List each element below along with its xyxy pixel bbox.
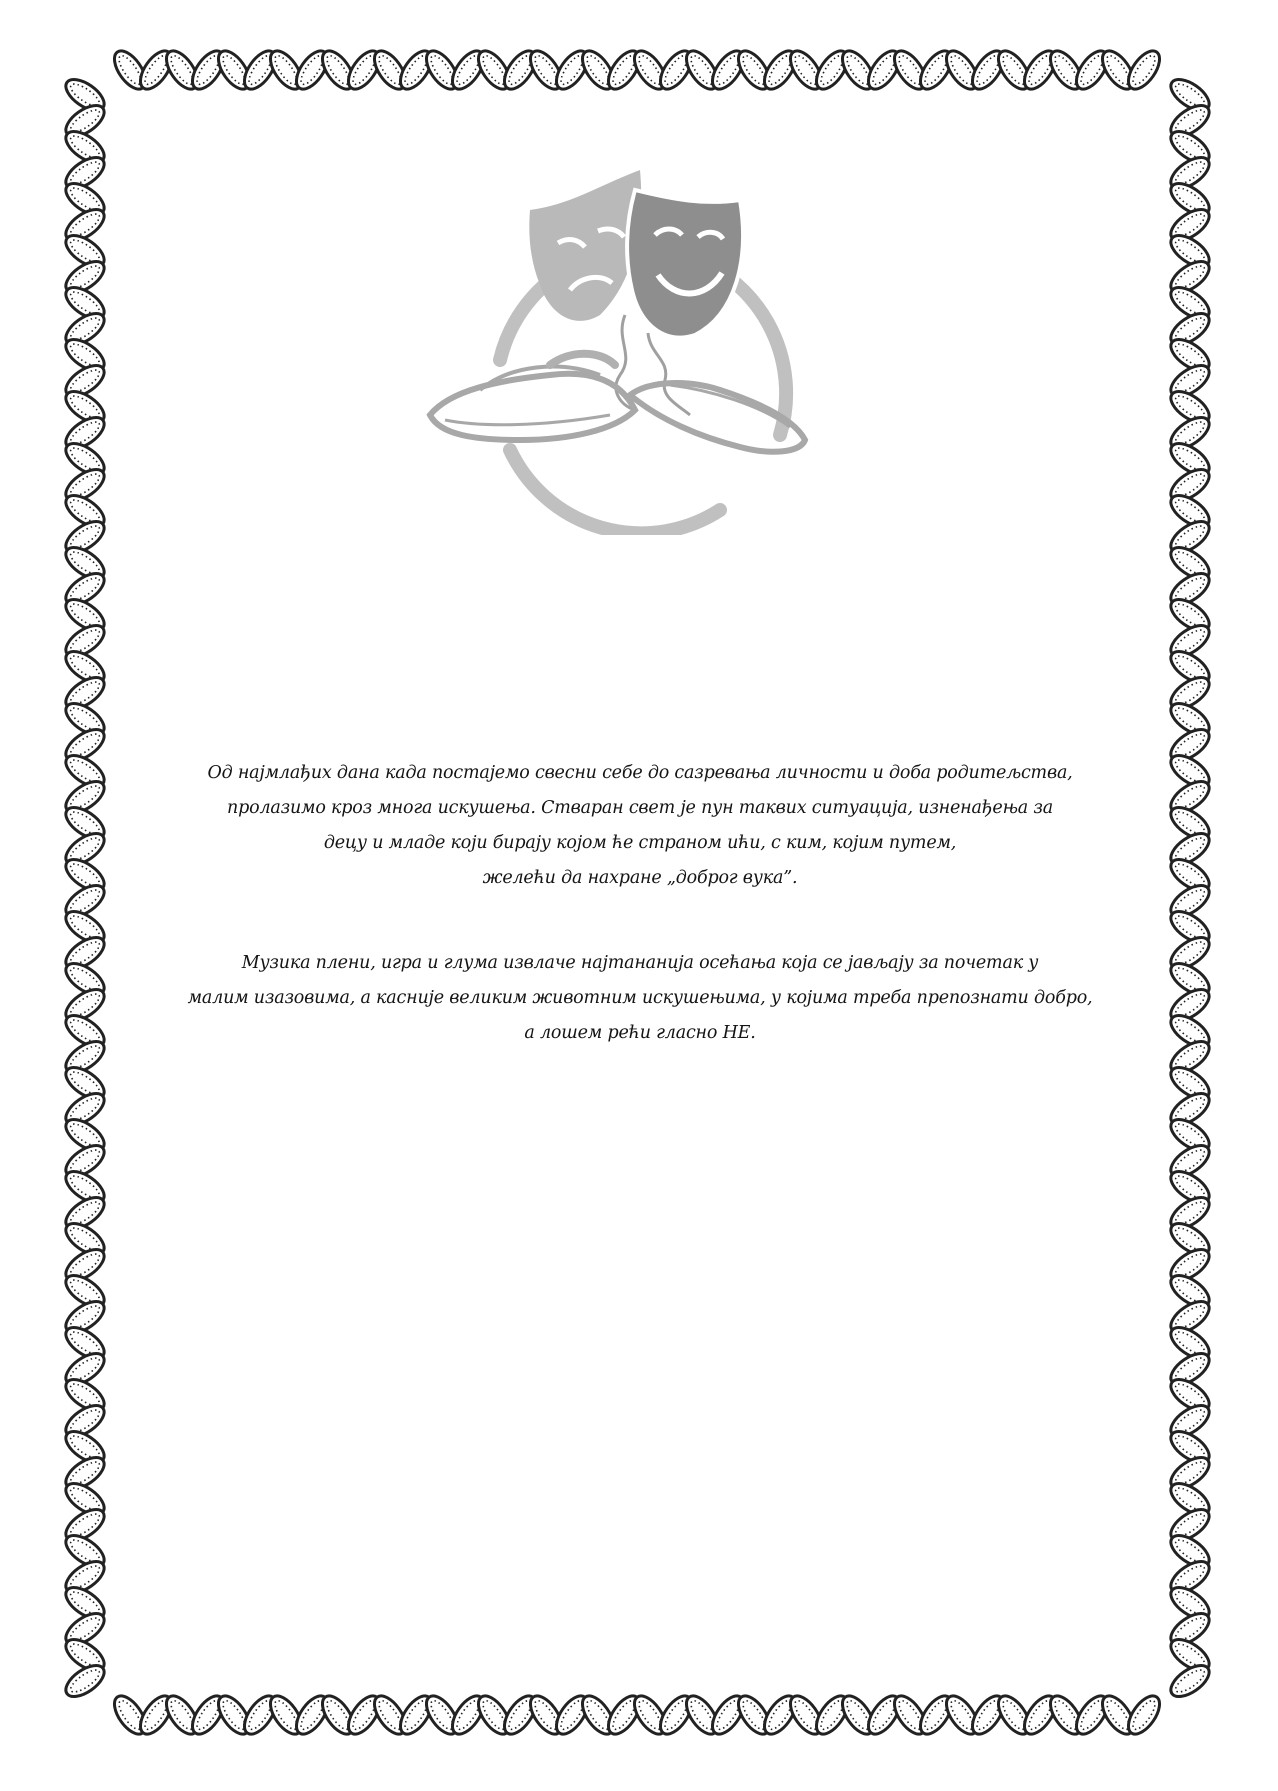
paragraph-line: Музика плени, игра и глума извлаче најтананија осећања која се јављају за почетак у (241, 953, 1039, 973)
music-paragraph (140, 946, 1140, 1051)
border-left-knot (61, 73, 110, 1702)
intro-paragraph (140, 756, 1140, 896)
border-bottom-knot (108, 1691, 1165, 1740)
border-top-knot (108, 46, 1165, 95)
border-right-knot (1166, 73, 1215, 1702)
theatre-masks-and-ballet-shoes-icon (420, 165, 870, 535)
paragraph-line: малим изазовима, а касније великим животним искушењима, у којима треба препознати добро, (187, 988, 1093, 1008)
paragraph-line: желећи да нахране „доброг вука”. (482, 868, 798, 888)
paragraph-line: а лошем рећи гласно НЕ. (524, 1023, 756, 1043)
paragraph-line: Од најмлађих дана када постајемо свесни себе до сазревања личности и доба родитељства, (207, 763, 1073, 783)
paragraph-line: децу и младе који бирају којом ће страном ићи, с ким, којим путем, (323, 833, 957, 853)
paragraph-line: пролазимо кроз многа искушења. Стваран свет је пун таквих ситуација, изненађења за (227, 798, 1053, 818)
